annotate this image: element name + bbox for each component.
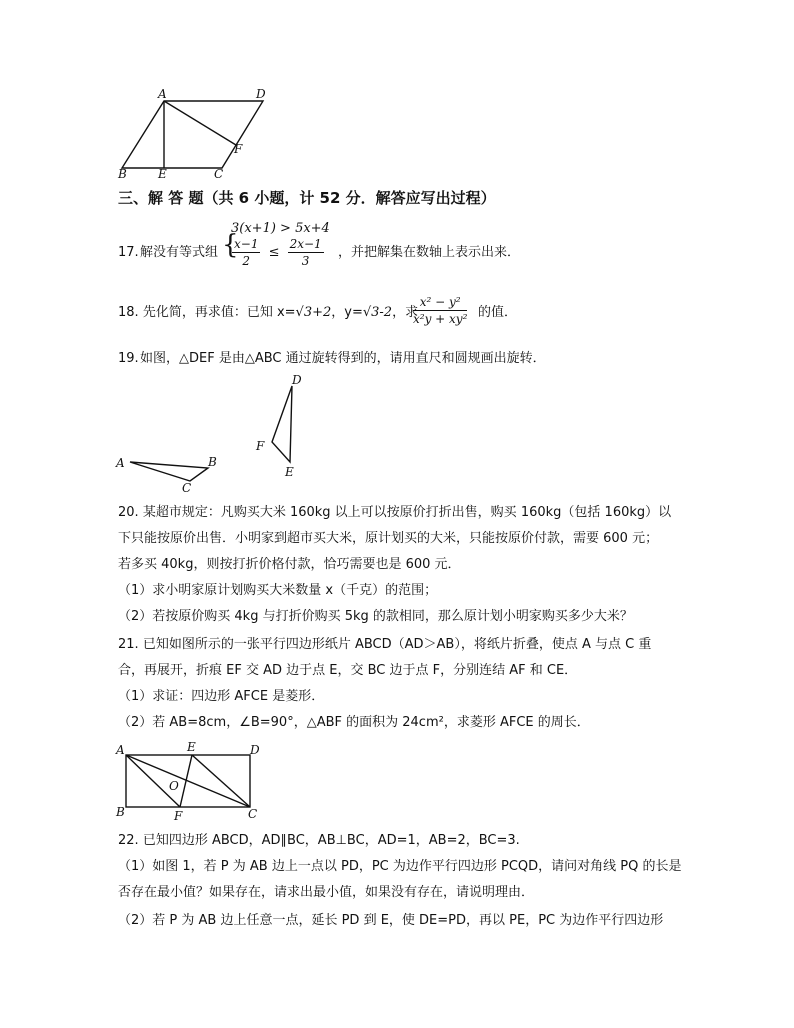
q21-sub1: （1）求证：四边形 AFCE 是菱形． xyxy=(118,689,325,704)
q17-text-after: ，并把解集在数轴上表示出来． xyxy=(338,245,521,260)
q21-line1: 21. 已知如图所示的一张平行四边形纸片 ABCD（AD＞AB），将纸片折叠，使点 A 与点 C 重 xyxy=(118,637,652,652)
q22-sub2: （2）若 P 为 AB 边上任意一点，延长 PD 到 E，使 DE=PD，再以 PE，PC 为边作平行四边形 xyxy=(118,913,664,928)
q18-line: 18. 先化简，再求值：已知 x=√3+2，y=√3-2，求 xyxy=(118,305,419,320)
label-B: B xyxy=(116,805,125,819)
label-E: E xyxy=(187,740,196,754)
q17-system-brace: { xyxy=(222,230,239,260)
section-heading: 三、解 答 题（共 6 小题，计 52 分．解答应写出过程） xyxy=(118,189,496,207)
q17-text-before: 解没有等式组 xyxy=(140,245,219,260)
label-A: A xyxy=(116,743,125,757)
q17-inequality-1: 3(x+1) > 5x+4 xyxy=(231,221,330,236)
label-B: B xyxy=(208,455,217,469)
q22-line1: 22. 已知四边形 ABCD，AD∥BC，AB⊥BC，AD=1，AB=2，BC=3. xyxy=(118,833,520,848)
label-E: E xyxy=(285,465,294,479)
label-C: C xyxy=(182,481,192,495)
q17-number: 17. xyxy=(118,245,139,260)
q20-sub1: （1）求小明家原计划购买大米数量 x（千克）的范围； xyxy=(118,583,438,598)
label-O: O xyxy=(169,779,179,793)
figure-rhombus-fold xyxy=(112,740,272,824)
q18-fraction: $\frac{\text{x² − y²}}{\text{x²y + xy²}}$ xyxy=(413,295,468,326)
q17-inequality-2: $\frac{x-1}{2}$ ≤ $\frac{2x-1}{3}$ xyxy=(234,237,322,268)
q17-frac-2: $\frac{2x-1}{3}$ xyxy=(289,237,322,268)
label-F: F xyxy=(234,142,243,156)
q18-text-end: 的值． xyxy=(478,305,518,320)
q20-line2: 下只能按原价出售．小明家到超市买大米，原计划买的大米，只能按原价付款，需要 600 元； xyxy=(118,531,659,546)
label-F: F xyxy=(174,809,183,823)
q20-line3: 若多买 40kg，则按打折价格付款，恰巧需要也是 600 元． xyxy=(118,557,461,572)
figure-rotation xyxy=(112,372,322,496)
label-D: D xyxy=(292,373,302,387)
label-F: F xyxy=(256,439,265,453)
q20-line1: 20. 某超市规定：凡购买大米 160kg 以上可以按原价打折出售，购买 160kg（包括 160kg）以 xyxy=(118,505,672,520)
q17-frac-1: $\frac{x-1}{2}$ xyxy=(234,237,259,268)
label-B: B xyxy=(118,167,127,180)
q20-sub2: （2）若按原价购买 4kg 与打折价购买 5kg 的款相同，那么原计划小明家购买多少大米？ xyxy=(118,609,633,624)
q21-sub2: （2）若 AB=8cm，∠B=90°，△ABF 的面积为 24cm²，求菱形 AFCE 的周长． xyxy=(118,715,590,730)
q19-text: 如图，△DEF 是由△ABC 通过旋转得到的，请用直尺和圆规画出旋转． xyxy=(140,351,546,366)
label-D: D xyxy=(250,743,260,757)
label-A: A xyxy=(116,456,125,470)
q21-line2: 合，再展开，折痕 EF 交 AD 边于点 E，交 BC 边于点 F，分别连结 AF 和 CE． xyxy=(118,663,578,678)
label-A: A xyxy=(158,88,167,101)
label-C: C xyxy=(214,167,224,180)
label-D: D xyxy=(256,88,266,101)
label-C: C xyxy=(248,807,258,821)
label-E: E xyxy=(158,167,167,180)
q22-sub1b: 否存在最小值？如果存在，请求出最小值，如果没有存在，请说明理由． xyxy=(118,885,535,900)
q22-sub1a: （1）如图 1，若 P 为 AB 边上一点以 PD，PC 为边作平行四边形 PCQD，请问对角线 PQ 的长是 xyxy=(118,859,682,874)
q19-number: 19. xyxy=(118,351,139,366)
figure-parallelogram-top xyxy=(110,88,280,180)
